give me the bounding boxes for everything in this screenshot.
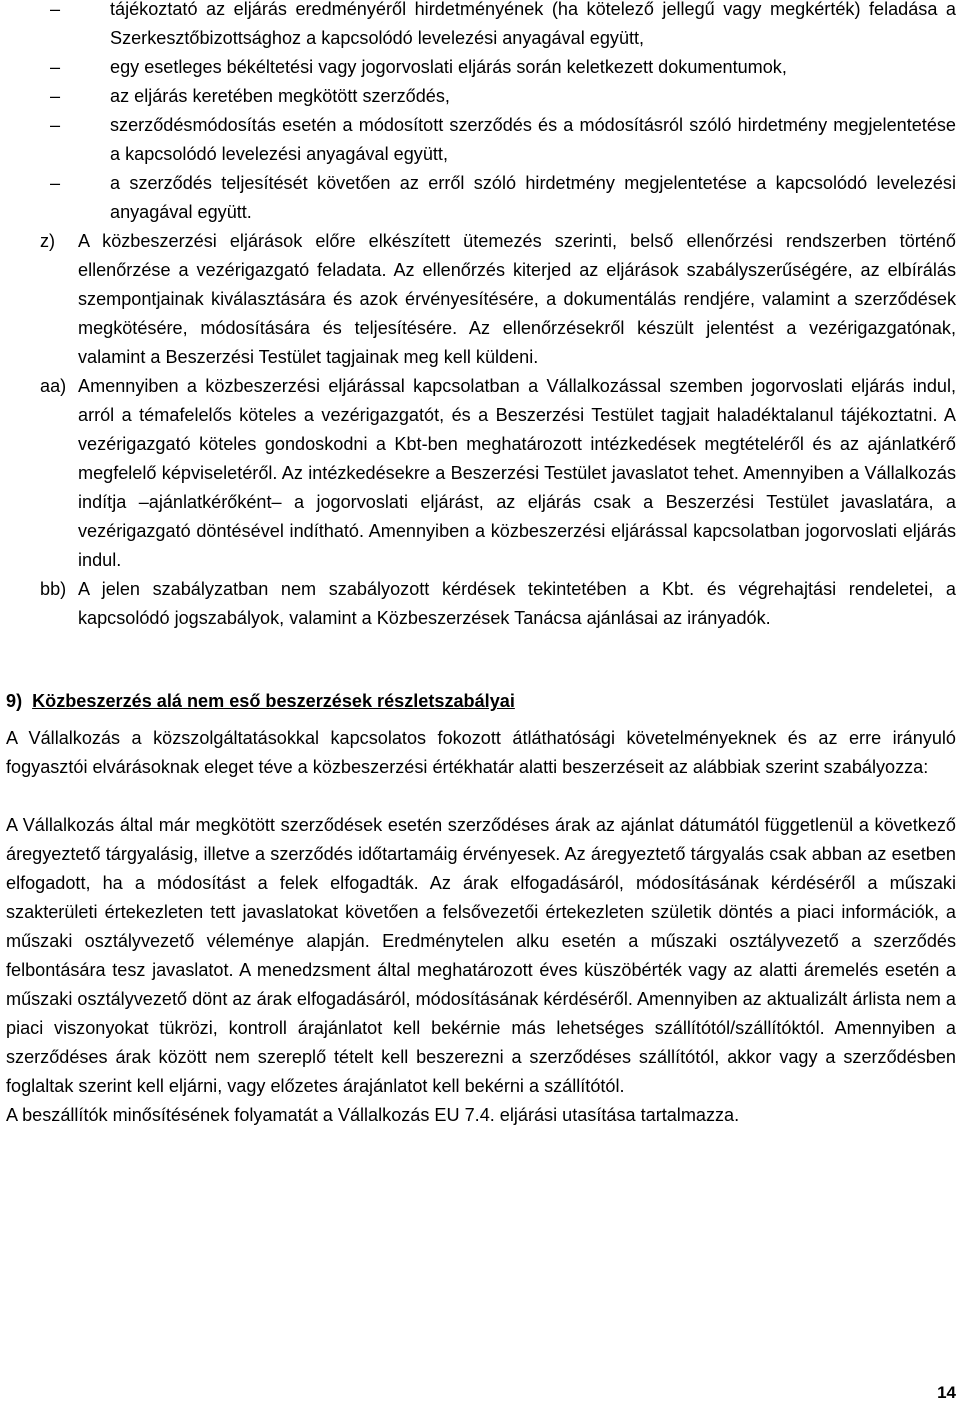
list-item-text: egy esetleges békéltetési vagy jogorvoslati eljárás során keletkezett dokumentumok, [110, 57, 787, 77]
page-number: 14 [937, 1383, 956, 1402]
list-item-text: az eljárás keretében megkötött szerződés, [110, 86, 450, 106]
dash-bullet: – [49, 115, 61, 135]
list-item [0, 53, 960, 82]
enum-text: Amennyiben a közbeszerzési eljárással kapcsolatban a Vállalkozással szemben jogorvoslati eljárás indul, arról a témafelelős köteles a vezérigazgatót, és a Beszerzési Testület tagjait haladéktalanul tájékoztatni. A vezérigazgató köteles gondoskodni a Kbt-ben meghatározott intézkedések megtételéről és az ajánlatkérő megfelelő képviseletéről. Az intézkedésekre a Beszerzési Testület javaslatot tehet. Amennyiben a Vállalkozás indítja –ajánlatkérőként– a jogorvoslati eljárást, az eljárás csak a Beszerzési Testület javaslatára, a vezérigazgató döntésével indítható. Amennyiben a közbeszerzési eljárással kapcsolatban jogorvoslati eljárás indul. [78, 376, 956, 570]
dash-bullet: – [49, 0, 61, 19]
list-item-text: a szerződés teljesítését követően az erről szóló hirdetmény megjelentetése a kapcsolódó levelezési anyagával együtt. [110, 173, 956, 222]
dash-bullet: – [49, 173, 61, 193]
section-number: 9) [6, 691, 23, 711]
list-item [0, 111, 960, 169]
enum-label: bb) [40, 579, 67, 599]
closing-paragraph: A beszállítók minősítésének folyamatát a Vállalkozás EU 7.4. eljárási utasítása tartalmazza. [6, 1105, 740, 1125]
enum-label: aa) [40, 376, 67, 396]
list-item-text: tájékoztató az eljárás eredményéről hirdetményének (ha kötelező jellegű vagy megkérték) feladása a Szerkesztőbizottsághoz a kapcsolódó levelezési anyagával együtt, [110, 0, 956, 48]
list-item [0, 169, 960, 227]
intro-paragraph: A Vállalkozás a közszolgáltatásokkal kapcsolatos fokozott átláthatósági követelményeknek és az erre irányuló fogyasztói elvárásoknak eleget téve a közbeszerzési értékhatár alatti beszerzéseit az alábbiak szerint szabályozza: [6, 728, 956, 777]
enum-item-bb [0, 575, 960, 633]
dash-list [0, 0, 960, 227]
section-heading [0, 687, 960, 716]
dash-bullet: – [49, 57, 61, 77]
enum-item-z [0, 227, 960, 372]
section-title: Közbeszerzés alá nem eső beszerzések részletszabályai [32, 691, 515, 711]
list-item [0, 0, 960, 53]
paragraph-gap [0, 782, 960, 811]
enum-item-aa [0, 372, 960, 575]
enum-text: A közbeszerzési eljárások előre elkészített ütemezés szerinti, belső ellenőrzési rendszerben történő ellenőrzése a vezérigazgató feladata. Az ellenőrzés kiterjed az eljárások szabályszerűségére, az elbírálás szempontjainak kiválasztására és azok érvényesítésére, a dokumentálás rendjére, valamint a szerződések megkötésére, módosítására és teljesítésére. Az ellenőrzésekről készült jelentést a vezérigazgatónak, valamint a Beszerzési Testület tagjainak meg kell küldeni. [78, 231, 956, 367]
enum-text: A jelen szabályzatban nem szabályozott kérdések tekintetében a Kbt. és végrehajtási rendeletei, a kapcsolódó jogszabályok, valamint a Közbeszerzések Tanácsa ajánlásai az irányadók. [78, 579, 956, 628]
main-paragraph: A Vállalkozás által már megkötött szerződések esetén szerződéses árak az ajánlat dátumától függetlenül a következő áregyeztető tárgyalásig, illetve a szerződés időtartamáig érvényesek. Az áregyeztető tárgyalás csak abban az esetben elfogadott, ha a módosítást a felek elfogadták. Az árak elfogadásáról, módosításának kérdéséről a műszaki szakterületi értekezleten tett javaslatokat követően a felsővezetői értekezleten születik döntés a piaci információk, a műszaki osztályvezető véleménye alapján. Eredménytelen alku esetén a műszaki osztályvezető a szerződés felbontására tesz javaslatot. A menedzsment által meghatározott éves küszöbérték vagy az alatti áremelés esetén a műszaki osztályvezető dönt az árak elfogadásáról, módosításának kérdéséről. Amennyiben az aktualizált árlista nem a piaci viszonyokat tükrözi, kontroll árajánlatot kell bekérnie más lehetséges szállítótól/szállítóktól. Amennyiben a szerződéses árak között nem szereplő tételt kell beszerezni a szerződéses szállítótól, akkor vagy a szerződésben foglaltak szerint kell eljárni, vagy előzetes árajánlatot kell bekérni a szállítótól. [6, 815, 956, 1096]
list-item-text: szerződésmódosítás esetén a módosított szerződés és a módosításról szóló hirdetmény megjelentetése a kapcsolódó levelezési anyagával együtt, [110, 115, 956, 164]
dash-bullet: – [49, 86, 61, 106]
enum-label: z) [40, 231, 56, 251]
list-item [0, 82, 960, 111]
